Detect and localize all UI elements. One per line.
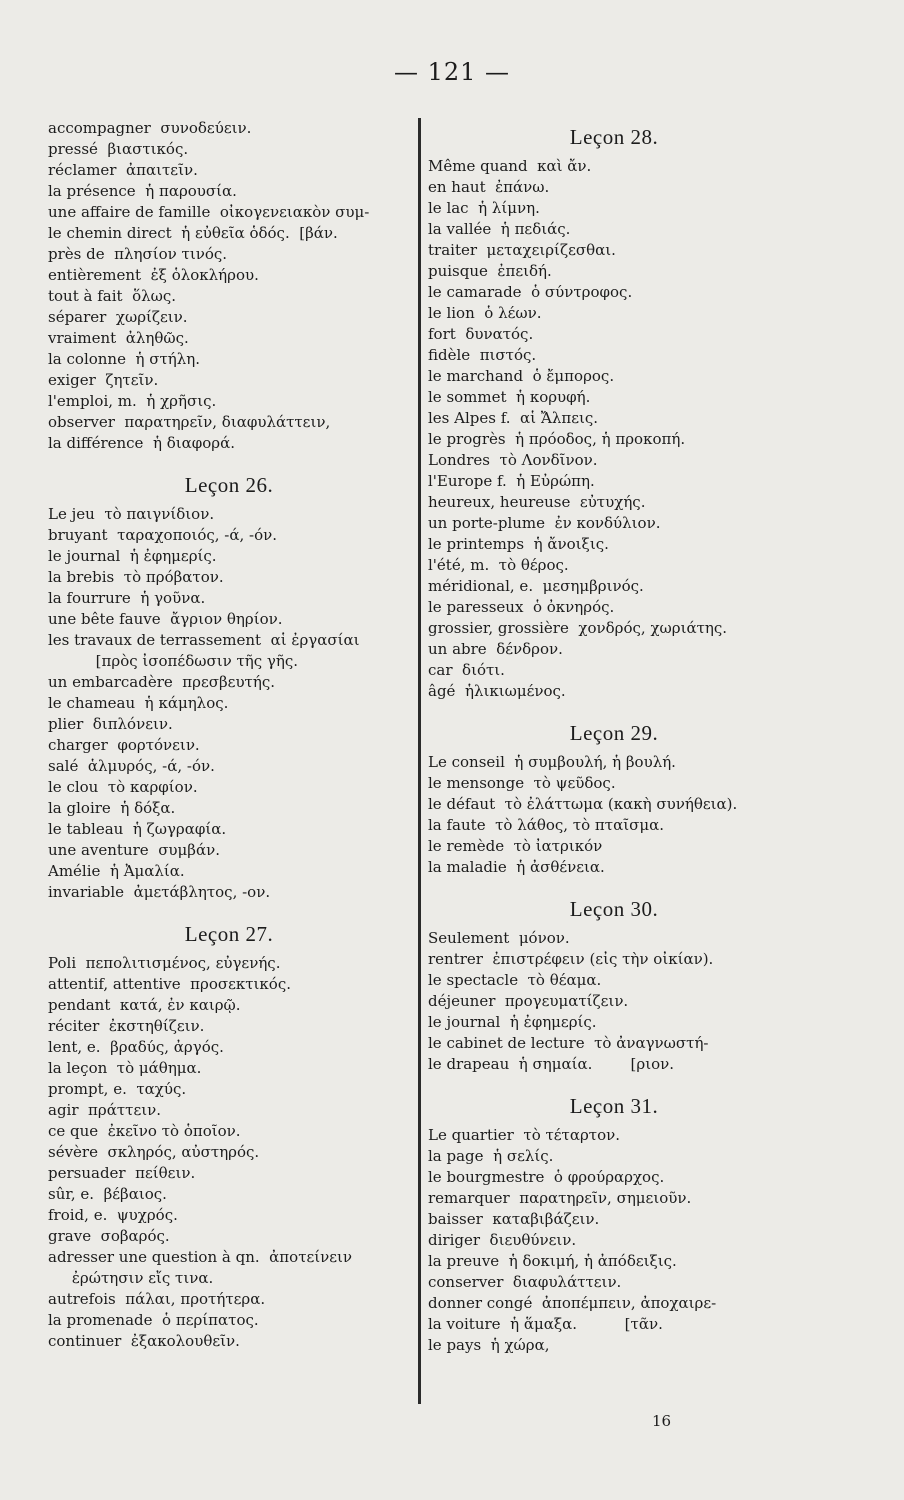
vocab-list-lesson-27: [48, 953, 410, 1352]
vocab-entry: réclamer ἀπαιτεῖν.: [48, 161, 198, 179]
vocab-list-lesson-28: [428, 156, 800, 702]
vocab-entry: la page ἡ σελίς.: [428, 1147, 554, 1165]
vocab-entry: continuer ἐξακολουθεῖν.: [48, 1332, 240, 1350]
vocab-entry: Même quand καὶ ἄν.: [428, 157, 592, 175]
vocab-entry: le spectacle τὸ θέαμα.: [428, 971, 602, 989]
vocab-entry: le mensonge τὸ ψεῦδος.: [428, 774, 616, 792]
lesson-30-heading: Leçon 30.: [569, 897, 659, 921]
vocab-entry: Le conseil ἡ συμβουλή, ἡ βουλή.: [428, 753, 676, 771]
vocab-list-lesson-26: [48, 504, 410, 903]
lesson-28-heading: Leçon 28.: [569, 125, 659, 149]
vocab-entry: la preuve ἡ δοκιμή, ἡ ἀπόδειξις.: [428, 1252, 677, 1270]
vocab-entry: les travaux de terrassement αἱ ἐργασίαι: [48, 631, 360, 649]
lesson-31-heading: Leçon 31.: [569, 1094, 659, 1118]
spacer: [428, 878, 800, 890]
vocab-entry: [πρὸς ἰσοπέδωσιν τῆς γῆς.: [48, 652, 299, 670]
vocab-entry: bruyant ταραχοποιός, -ά, -όν.: [48, 526, 278, 544]
vocab-entry: le défaut τὸ ἐλάττωμα (κακὴ συνήθεια).: [428, 795, 738, 813]
vocab-entry: le paresseux ὁ ὀκνηρός.: [428, 598, 615, 616]
vocab-entry: la présence ἡ παρουσία.: [48, 182, 237, 200]
vocab-entry: le camarade ὁ σύντροφος.: [428, 283, 633, 301]
vocab-entry: grossier, grossière χονδρός, χωριάτης.: [428, 619, 728, 637]
vocab-entry: un embarcadère πρεσβευτής.: [48, 673, 276, 691]
vocab-entry: la colonne ἡ στήλη.: [48, 350, 201, 368]
vocab-entry: le drapeau ἡ σημαία. [ριον.: [428, 1055, 675, 1073]
vocab-entry: la brebis τὸ πρόβατον.: [48, 568, 224, 586]
vocab-entry: sûr, e. βέβαιος.: [48, 1185, 167, 1203]
spacer: [48, 454, 410, 466]
vocab-entry: la maladie ἡ ἀσθένεια.: [428, 858, 605, 876]
vocab-entry: le tableau ἡ ζωγραφία.: [48, 820, 227, 838]
vocab-entry: lent, e. βραδύς, ἀργός.: [48, 1038, 224, 1056]
vocab-entry: charger φορτόνειν.: [48, 736, 200, 754]
vocab-entry: le clou τὸ καρφίον.: [48, 778, 198, 796]
vocab-entry: remarquer παρατηρεῖν, σημειοῦν.: [428, 1189, 692, 1207]
vocab-entry: près de πλησίον τινός.: [48, 245, 228, 263]
vocab-entry: puisque ἐπειδή.: [428, 262, 552, 280]
vocab-entry: Le jeu τὸ παιγνίδιον.: [48, 505, 215, 523]
vocab-entry: agir πράττειν.: [48, 1101, 161, 1119]
vocab-entry: l'emploi, m. ἡ χρῆσις.: [48, 392, 217, 410]
vocab-entry: le progrès ἡ πρόοδος, ἡ προκοπή.: [428, 430, 686, 448]
vocab-entry: fidèle πιστός.: [428, 346, 537, 364]
vocab-entry: plier διπλόνειν.: [48, 715, 173, 733]
right-column: [428, 118, 800, 1356]
vocab-entry: baisser καταβιβάζειν.: [428, 1210, 600, 1228]
vocab-entry: le journal ἡ ἐφημερίς.: [428, 1013, 597, 1031]
vocab-entry: Londres τὸ Λονδῖνον.: [428, 451, 598, 469]
signature-mark: 16: [652, 1412, 672, 1430]
vocab-entry: fort δυνατός.: [428, 325, 534, 343]
spacer: [428, 702, 800, 714]
vocab-entry: ἐρώτησιν εἴς τινα.: [48, 1269, 214, 1287]
vocab-entry: la promenade ὁ περίπατος.: [48, 1311, 259, 1329]
vocab-list-lesson-30: [428, 928, 800, 1075]
vocab-entry: la voiture ἡ ἅμαξα. [τᾶν.: [428, 1315, 663, 1333]
vocab-entry: Poli πεπολιτισμένος, εὐγενής.: [48, 954, 281, 972]
vocab-entry: le chemin direct ἡ εὐθεῖα ὁδός. [βάν.: [48, 224, 338, 242]
vocab-entry: entièrement ἐξ ὁλοκλήρου.: [48, 266, 259, 284]
vocab-entry: car διότι.: [428, 661, 505, 679]
lesson-26-heading: Leçon 26.: [184, 473, 274, 497]
vocab-entry: un abre δένδρον.: [428, 640, 563, 658]
vocab-list-lesson-29: [428, 752, 800, 878]
vocab-entry: le lac ἡ λίμνη.: [428, 199, 540, 217]
vocab-entry: séparer χωρίζειν.: [48, 308, 188, 326]
vocab-entry: autrefois πάλαι, προτήτερα.: [48, 1290, 266, 1308]
vocab-entry: vraiment ἀληθῶς.: [48, 329, 189, 347]
vocab-entry: le journal ἡ ἐφημερίς.: [48, 547, 217, 565]
vocab-entry: la gloire ἡ δόξα.: [48, 799, 176, 817]
vocab-entry: une affaire de famille οἰκογενειακὸν συμ-: [48, 203, 370, 221]
vocab-entry: rentrer ἐπιστρέφειν (εἰς τὴν οἰκίαν).: [428, 950, 714, 968]
vocab-entry: le bourgmestre ὁ φρούραρχος.: [428, 1168, 665, 1186]
vocab-entry: âgé ἡλικιωμένος.: [428, 682, 566, 700]
vocab-entry: le lion ὁ λέων.: [428, 304, 542, 322]
column-divider: [418, 118, 421, 1404]
vocab-entry: Le quartier τὸ τέταρτον.: [428, 1126, 621, 1144]
vocab-entry: la vallée ἡ πεδιάς.: [428, 220, 571, 238]
vocab-entry: la faute τὸ λάθος, τὸ πταῖσμα.: [428, 816, 664, 834]
vocab-entry: prompt, e. ταχύς.: [48, 1080, 187, 1098]
vocab-entry: le remède τὸ ἰατρικόν: [428, 837, 603, 855]
vocab-entry: donner congé ἀποπέμπειν, ἀποχαιρε-: [428, 1294, 717, 1312]
vocab-entry: le marchand ὁ ἔμπορος.: [428, 367, 615, 385]
vocab-list-top: [48, 118, 410, 454]
vocab-entry: observer παρατηρεῖν, διαφυλάττειν,: [48, 413, 331, 431]
lesson-27-heading: Leçon 27.: [184, 922, 274, 946]
vocab-entry: déjeuner προγευματίζειν.: [428, 992, 629, 1010]
vocab-entry: diriger διευθύνειν.: [428, 1231, 577, 1249]
vocab-entry: le pays ἡ χώρα,: [428, 1336, 550, 1354]
vocab-entry: persuader πείθειν.: [48, 1164, 196, 1182]
vocab-entry: conserver διαφυλάττειν.: [428, 1273, 622, 1291]
vocab-entry: pendant κατά, ἐν καιρῷ.: [48, 996, 241, 1014]
vocab-entry: attentif, attentive προσεκτικός.: [48, 975, 292, 993]
vocab-entry: l'été, m. τὸ θέρος.: [428, 556, 569, 574]
vocab-entry: le chameau ἡ κάμηλος.: [48, 694, 229, 712]
vocab-entry: invariable ἀμετάβλητος, -ον.: [48, 883, 271, 901]
vocab-entry: froid, e. ψυχρός.: [48, 1206, 178, 1224]
vocab-entry: en haut ἐπάνω.: [428, 178, 550, 196]
vocab-entry: Amélie ἡ Ἀμαλία.: [48, 862, 185, 880]
vocab-entry: adresser une question à qn. ἀποτείνειν: [48, 1248, 353, 1266]
vocab-entry: réciter ἐκστηθίζειν.: [48, 1017, 205, 1035]
vocab-entry: ce que ἐκεῖνο τὸ ὁποῖον.: [48, 1122, 241, 1140]
vocab-entry: une aventure συμβάν.: [48, 841, 220, 859]
vocab-entry: le cabinet de lecture τὸ ἀναγνωστή-: [428, 1034, 709, 1052]
vocab-entry: salé ἁλμυρός, -ά, -όν.: [48, 757, 215, 775]
vocab-entry: une bête fauve ἄγριον θηρίον.: [48, 610, 283, 628]
vocab-entry: l'Europe f. ἡ Εὐρώπη.: [428, 472, 595, 490]
spacer: [428, 1075, 800, 1087]
vocab-entry: accompagner συνοδεύειν.: [48, 119, 252, 137]
vocab-entry: le sommet ἡ κορυφή.: [428, 388, 591, 406]
vocab-entry: Seulement μόνον.: [428, 929, 570, 947]
vocab-entry: exiger ζητεῖν.: [48, 371, 159, 389]
vocab-entry: traiter μεταχειρίζεσθαι.: [428, 241, 616, 259]
spacer: [48, 903, 410, 915]
left-column: [48, 118, 410, 1352]
vocab-entry: méridional, e. μεσημβρινός.: [428, 577, 644, 595]
vocab-entry: tout à fait ὅλως.: [48, 287, 177, 305]
vocab-entry: pressé βιαστικός.: [48, 140, 189, 158]
vocab-entry: la fourrure ἡ γοῦνα.: [48, 589, 206, 607]
vocab-entry: grave σοβαρός.: [48, 1227, 170, 1245]
vocab-list-lesson-31: [428, 1125, 800, 1356]
vocab-entry: le printemps ἡ ἄνοιξις.: [428, 535, 609, 553]
vocab-entry: la leçon τὸ μάθημα.: [48, 1059, 202, 1077]
vocab-entry: les Alpes f. αἱ Ἄλπεις.: [428, 409, 599, 427]
page-number: — 121 —: [393, 58, 511, 86]
vocab-entry: un porte-plume ἐν κονδύλιον.: [428, 514, 661, 532]
lesson-29-heading: Leçon 29.: [569, 721, 659, 745]
vocab-entry: la différence ἡ διαφορά.: [48, 434, 236, 452]
vocab-entry: heureux, heureuse εὐτυχής.: [428, 493, 646, 511]
vocab-entry: sévère σκληρός, αὐστηρός.: [48, 1143, 260, 1161]
